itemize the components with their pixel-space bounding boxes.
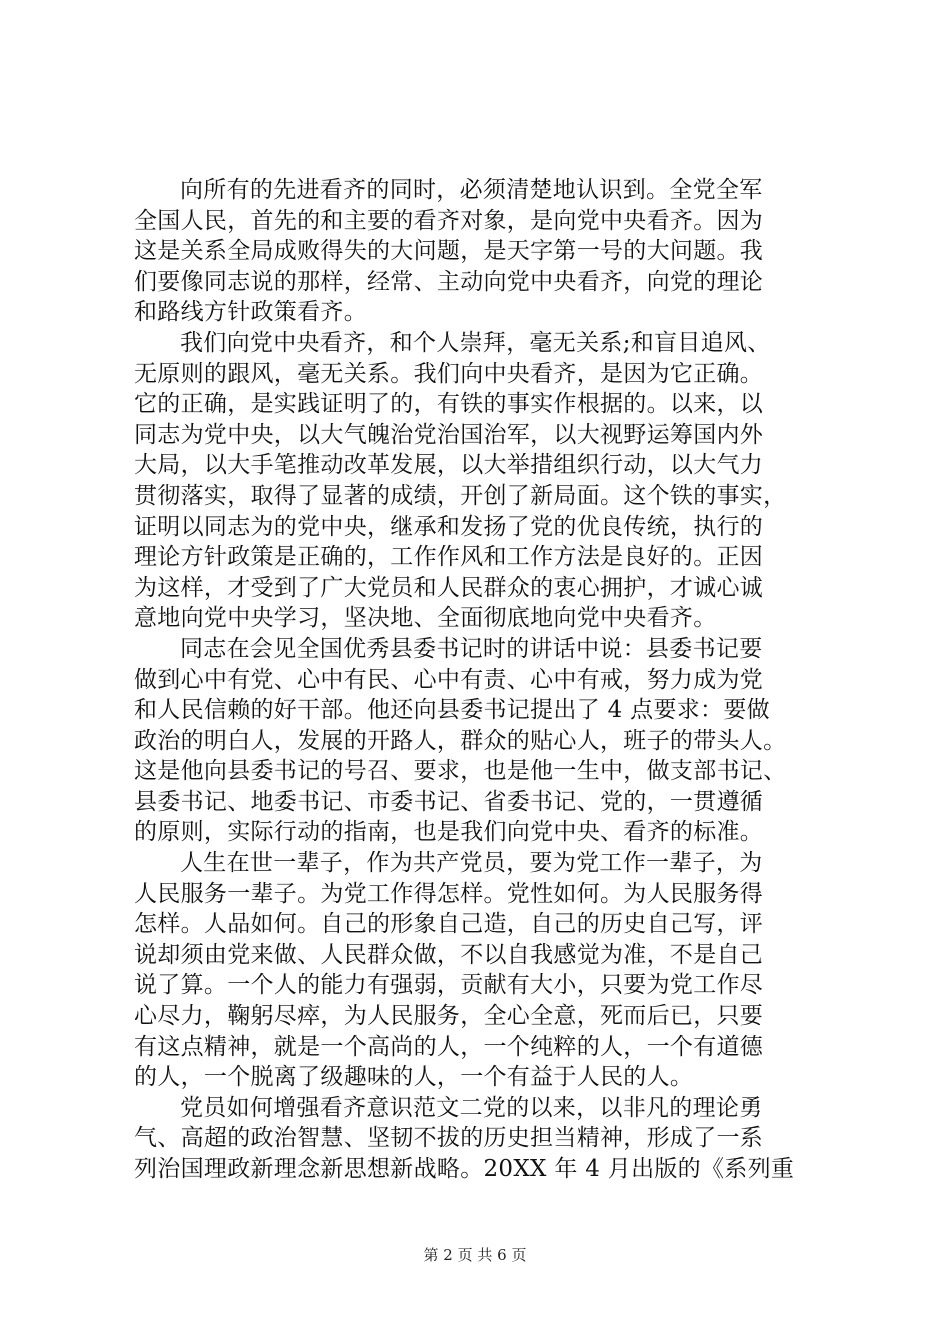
text-line: 证明以同志为的党中央，继承和发扬了党的优良传统，执行的	[134, 513, 764, 540]
text-line: 和人民信赖的好干部。他还向县委书记提出了 4 点要求：要做	[134, 697, 770, 724]
paragraph-first-line: 我们向党中央看齐，和个人崇拜，毫无关系;和盲目追风、	[180, 329, 771, 356]
text-line: 无原则的跟风，毫无关系。我们向中央看齐，是因为它正确。	[134, 360, 764, 387]
text-line: 这是他向县委书记的号召、要求，也是他一生中，做支部书记、	[134, 758, 787, 785]
paragraph-first-line: 同志在会见全国优秀县委书记时的讲话中说：县委书记要	[180, 635, 763, 662]
page-footer: 第 2 页 共 6 页	[423, 1246, 527, 1264]
text-line: 气、高超的政治智慧、坚韧不拔的历史担当精神，形成了一系	[134, 1125, 764, 1152]
text-line: 这是关系全局成败得失的大问题，是天字第一号的大问题。我	[134, 238, 764, 265]
text-line: 心尽力，鞠躬尽瘁，为人民服务，全心全意，死而后已，只要	[134, 1003, 764, 1030]
paragraph-first-line: 人生在世一辈子，作为共产党员，要为党工作一辈子，为	[180, 850, 763, 877]
text-line: 列治国理政新理念新思想新战略。20XX 年 4 月出版的《系列重	[134, 1156, 795, 1182]
paragraph-first-line: 党员如何增强看齐意识范文二党的以来，以非凡的理论勇	[180, 1094, 763, 1121]
text-line: 有这点精神，就是一个高尚的人，一个纯粹的人，一个有道德	[134, 1033, 764, 1060]
text-line: 意地向党中央学习，坚决地、全面彻底地向党中央看齐。	[134, 605, 717, 632]
text-line: 做到心中有党、心中有民、心中有责、心中有戒，努力成为党	[134, 666, 764, 693]
text-line: 县委书记、地委书记、市委书记、省委书记、党的，一贯遵循	[134, 788, 764, 815]
text-line: 说了算。一个人的能力有强弱，贡献有大小，只要为党工作尽	[134, 972, 764, 999]
text-line: 为这样，才受到了广大党员和人民群众的衷心拥护，才诚心诚	[134, 574, 764, 601]
text-line: 的人，一个脱离了级趣味的人，一个有益于人民的人。	[134, 1064, 694, 1091]
text-line: 人民服务一辈子。为党工作得怎样。党性如何。为人民服务得	[134, 880, 764, 907]
text-line: 和路线方针政策看齐。	[134, 299, 367, 326]
text-line: 理论方针政策是正确的，工作作风和工作方法是良好的。正因	[134, 544, 764, 571]
paragraph-first-line: 向所有的先进看齐的同时，必须清楚地认识到。全党全军	[180, 177, 763, 203]
text-line: 大局，以大手笔推动改革发展，以大举措组织行动，以大气力	[134, 452, 764, 479]
text-line: 政治的明白人，发展的开路人，群众的贴心人，班子的带头人。	[134, 727, 787, 754]
text-line: 同志为党中央，以大气魄治党治国治军，以大视野运筹国内外	[134, 421, 764, 448]
text-line: 怎样。人品如何。自己的形象自己造，自己的历史自己写，评	[134, 911, 764, 938]
text-line: 的原则，实际行动的指南，也是我们向党中央、看齐的标准。	[134, 819, 764, 846]
text-line: 它的正确，是实践证明了的，有铁的事实作根据的。以来，以	[134, 391, 764, 418]
document-body	[134, 175, 834, 1185]
text-line: 全国人民，首先的和主要的看齐对象，是向党中央看齐。因为	[134, 207, 764, 234]
text-line: 贯彻落实，取得了显著的成绩，开创了新局面。这个铁的事实，	[134, 482, 787, 509]
text-line: 们要像同志说的那样，经常、主动向党中央看齐，向党的理论	[134, 268, 764, 295]
text-line: 说却须由党来做、人民群众做，不以自我感觉为准，不是自己	[134, 941, 764, 968]
